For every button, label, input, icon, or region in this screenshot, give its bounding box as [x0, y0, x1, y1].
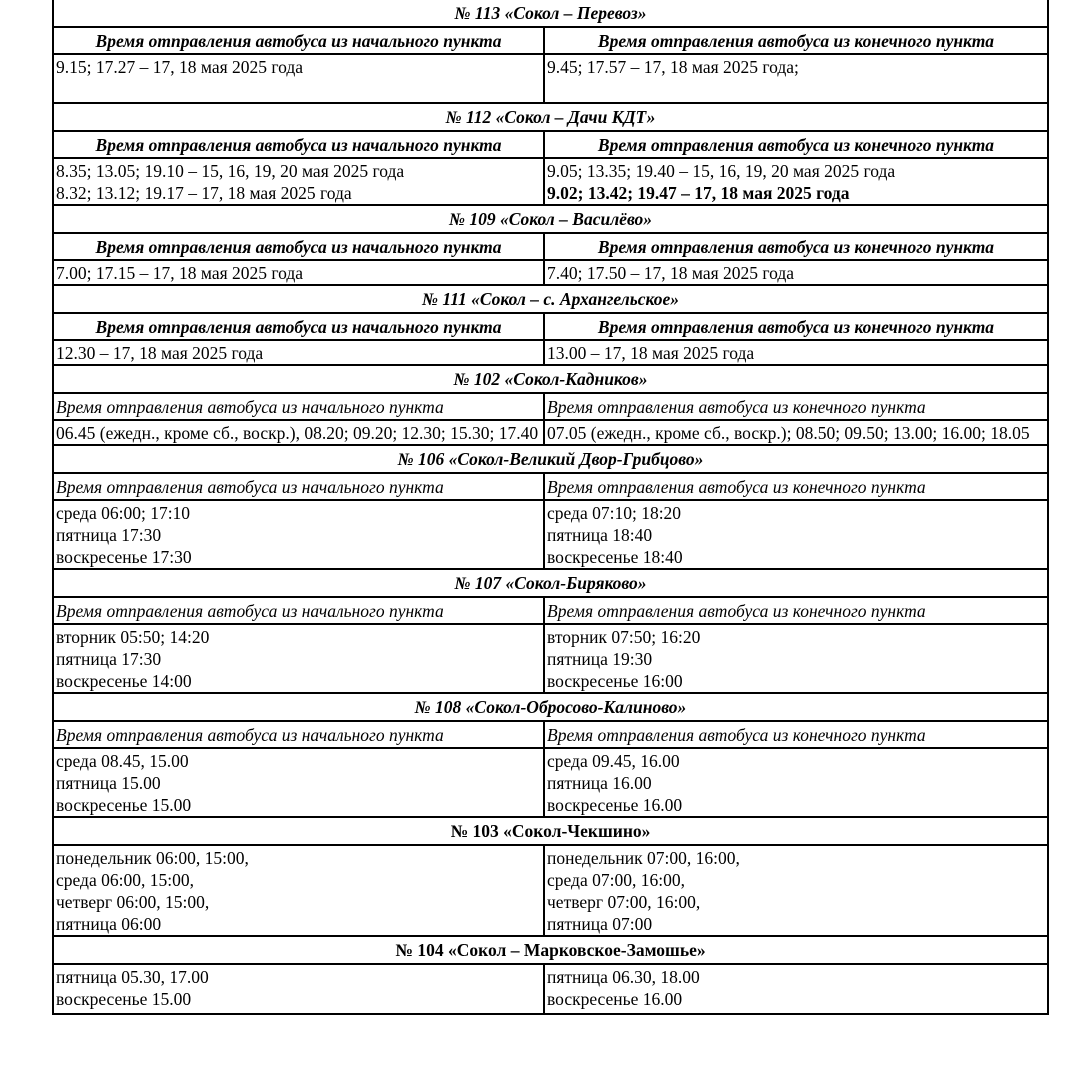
route-title-row	[53, 936, 1048, 964]
route-103-title: № 103 «Сокол-Чекшино»	[53, 817, 1048, 845]
route-108-end-times: среда 09.45, 16.00 пятница 16.00 воскресенье 16.00	[544, 748, 1048, 817]
column-header-row	[53, 313, 1048, 340]
start-departure-header: Время отправления автобуса из начального пункта	[53, 233, 544, 260]
route-103-start-times: понедельник 06:00, 15:00, среда 06:00, 15:00, четверг 06:00, 15:00, пятница 06:00	[53, 845, 544, 936]
end-departure-header: Время отправления автобуса из конечного пункта	[544, 597, 1048, 624]
start-departure-header: Время отправления автобуса из начального пункта	[53, 721, 544, 748]
column-header-row	[53, 233, 1048, 260]
end-departure-header: Время отправления автобуса из конечного пункта	[544, 131, 1048, 158]
route-108-title: № 108 «Сокол-Обросово-Калиново»	[53, 693, 1048, 721]
route-104-start-times: пятница 05.30, 17.00 воскресенье 15.00	[53, 964, 544, 1014]
end-departure-header: Время отправления автобуса из конечного пункта	[544, 473, 1048, 500]
route-104-title: № 104 «Сокол – Марковское-Замошье»	[53, 936, 1048, 964]
route-106-title: № 106 «Сокол-Великий Двор-Грибцово»	[53, 445, 1048, 473]
route-title-row	[53, 103, 1048, 131]
route-112-start-times	[53, 158, 544, 205]
end-departure-header: Время отправления автобуса из конечного пункта	[544, 27, 1048, 54]
column-header-row	[53, 721, 1048, 748]
route-title-row	[53, 817, 1048, 845]
route-103-end-times: понедельник 07:00, 16:00, среда 07:00, 16:00, четверг 07:00, 16:00, пятница 07:00	[544, 845, 1048, 936]
route-title-row	[53, 285, 1048, 313]
route-104-end-times: пятница 06.30, 18.00 воскресенье 16.00	[544, 964, 1048, 1014]
route-title-row	[53, 693, 1048, 721]
route-107-end-times: вторник 07:50; 16:20 пятница 19:30 воскресенье 16:00	[544, 624, 1048, 693]
route-112-end-times	[544, 158, 1048, 205]
column-header-row	[53, 597, 1048, 624]
route-106-end-times: среда 07:10; 18:20 пятница 18:40 воскресенье 18:40	[544, 500, 1048, 569]
column-header-row	[53, 473, 1048, 500]
schedule-row	[53, 748, 1048, 817]
route-112-start-line-2: 8.32; 13.12; 19.17 – 17, 18 мая 2025 года	[56, 183, 352, 203]
start-departure-header: Время отправления автобуса из начального пункта	[53, 393, 544, 420]
route-102-start-times: 06.45 (ежедн., кроме сб., воскр.), 08.20; 09.20; 12.30; 15.30; 17.40	[53, 420, 544, 445]
start-departure-header: Время отправления автобуса из начального пункта	[53, 27, 544, 54]
route-113-start-times: 9.15; 17.27 – 17, 18 мая 2025 года	[53, 54, 544, 103]
start-departure-header: Время отправления автобуса из начального пункта	[53, 597, 544, 624]
route-107-start-times: вторник 05:50; 14:20 пятница 17:30 воскресенье 14:00	[53, 624, 544, 693]
route-112-start-line-1: 8.35; 13.05; 19.10 – 15, 16, 19, 20 мая 2025 года	[56, 161, 405, 181]
bus-schedule-table	[52, 0, 1049, 1015]
route-title-row	[53, 205, 1048, 233]
end-departure-header: Время отправления автобуса из конечного пункта	[544, 313, 1048, 340]
schedule-row	[53, 845, 1048, 936]
end-departure-header: Время отправления автобуса из конечного пункта	[544, 233, 1048, 260]
route-112-end-line-1: 9.05; 13.35; 19.40 – 15, 16, 19, 20 мая 2025 года	[547, 161, 896, 181]
route-title-row	[53, 445, 1048, 473]
schedule-row	[53, 158, 1048, 205]
schedule-row	[53, 624, 1048, 693]
route-109-title: № 109 «Сокол – Василёво»	[53, 205, 1048, 233]
route-111-end-times: 13.00 – 17, 18 мая 2025 года	[544, 340, 1048, 365]
route-title-row	[53, 569, 1048, 597]
route-113-title: № 113 «Сокол – Перевоз»	[53, 0, 1048, 27]
route-title-row	[53, 0, 1048, 27]
schedule-row	[53, 420, 1048, 445]
route-109-end-times: 7.40; 17.50 – 17, 18 мая 2025 года	[544, 260, 1048, 285]
column-header-row	[53, 393, 1048, 420]
route-108-start-times: среда 08.45, 15.00 пятница 15.00 воскресенье 15.00	[53, 748, 544, 817]
column-header-row	[53, 131, 1048, 158]
route-106-start-times: среда 06:00; 17:10 пятница 17:30 воскресенье 17:30	[53, 500, 544, 569]
end-departure-header: Время отправления автобуса из конечного пункта	[544, 721, 1048, 748]
route-111-start-times: 12.30 – 17, 18 мая 2025 года	[53, 340, 544, 365]
start-departure-header: Время отправления автобуса из начального пункта	[53, 473, 544, 500]
route-112-title: № 112 «Сокол – Дачи КДТ»	[53, 103, 1048, 131]
route-111-title: № 111 «Сокол – с. Архангельское»	[53, 285, 1048, 313]
schedule-row	[53, 964, 1048, 1014]
route-107-title: № 107 «Сокол-Биряково»	[53, 569, 1048, 597]
route-109-start-times: 7.00; 17.15 – 17, 18 мая 2025 года	[53, 260, 544, 285]
schedule-row	[53, 260, 1048, 285]
route-title-row	[53, 365, 1048, 393]
route-112-end-line-2: 9.02; 13.42; 19.47 – 17, 18 мая 2025 года	[547, 183, 850, 203]
start-departure-header: Время отправления автобуса из начального пункта	[53, 313, 544, 340]
column-header-row	[53, 27, 1048, 54]
schedule-row	[53, 500, 1048, 569]
route-102-title: № 102 «Сокол-Кадников»	[53, 365, 1048, 393]
route-113-end-times: 9.45; 17.57 – 17, 18 мая 2025 года;	[544, 54, 1048, 103]
end-departure-header: Время отправления автобуса из конечного пункта	[544, 393, 1048, 420]
route-102-end-times: 07.05 (ежедн., кроме сб., воскр.); 08.50; 09.50; 13.00; 16.00; 18.05	[544, 420, 1048, 445]
schedule-row	[53, 340, 1048, 365]
schedule-row	[53, 54, 1048, 103]
start-departure-header: Время отправления автобуса из начального пункта	[53, 131, 544, 158]
